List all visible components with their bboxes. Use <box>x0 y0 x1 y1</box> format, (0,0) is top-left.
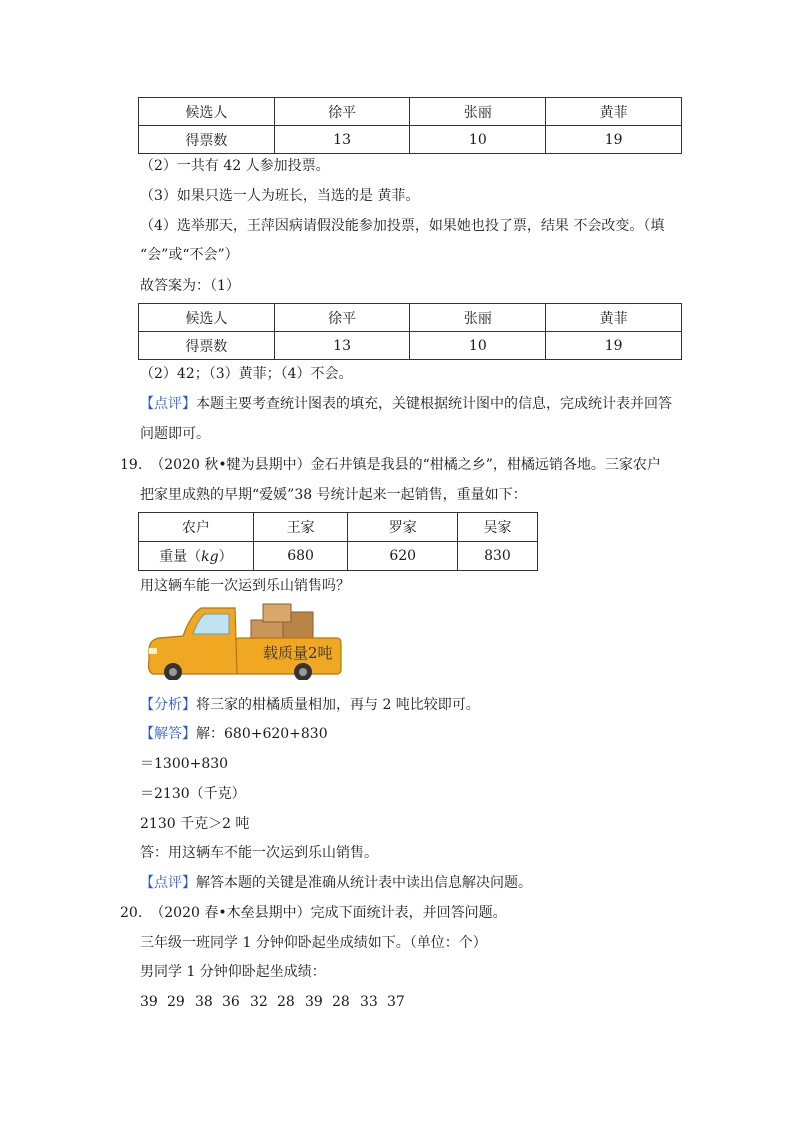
table-cell: 19 <box>546 126 682 154</box>
table-cell: 候选人 <box>139 98 275 126</box>
headlight <box>149 648 157 654</box>
question-20-line <box>120 903 507 923</box>
answer-rest: （2）42；（3）黄菲；（4）不会。 <box>140 366 353 382</box>
answer-line-3: （3）如果只选一人为班长，当选的是 黄菲。 <box>140 188 420 204</box>
row-label: 重量（ <box>159 549 202 565</box>
solution-text: 解：680+620+830 <box>196 726 328 742</box>
score-value: 28 <box>332 994 350 1010</box>
solution-step-2: ＝2130（千克） <box>140 786 246 802</box>
score-value: 36 <box>222 994 240 1010</box>
question-20-info: 三年级一班同学 1 分钟仰卧起坐成绩如下。（单位：个） <box>140 935 487 951</box>
table-cell: 王家 <box>253 513 348 542</box>
answer-line-4b: “会”或“不会”） <box>140 247 239 263</box>
table-cell: 徐平 <box>274 98 410 126</box>
comment-tag: 【点评】 <box>140 875 196 891</box>
score-value: 38 <box>195 994 213 1010</box>
table-row <box>139 304 682 332</box>
table-cell: 张丽 <box>410 304 546 332</box>
table-cell: 吴家 <box>457 513 537 542</box>
comment-tag: 【点评】 <box>140 396 196 412</box>
table-cell: 13 <box>274 126 410 154</box>
answer-intro: 故答案为：（1） <box>140 278 240 294</box>
table-cell: 农户 <box>139 513 254 542</box>
comment-text: 本题主要考查统计图表的填充，关键根据统计图中的信息，完成统计表并回答 <box>196 396 672 412</box>
table-row <box>139 126 682 154</box>
analysis-text: 将三家的柑橘质量相加，再与 2 吨比较即可。 <box>196 697 480 713</box>
question-19-line-b: 把家里成熟的早期“爱媛”38 号统计起来一起销售，重量如下： <box>140 487 527 503</box>
truck-capacity-label: 载质量2吨 <box>263 644 333 662</box>
wheel-hub <box>169 668 177 676</box>
comment-1-line-a <box>140 394 672 414</box>
table-row <box>139 332 682 360</box>
answer-line-4a: （4）选举那天，王萍因病请假没能参加投票，如果她也投了票，结果 不会改变。（填 <box>140 218 665 234</box>
score-value: 28 <box>277 994 295 1010</box>
solution-line <box>140 724 328 744</box>
answer-line-2: （2）一共有 42 人参加投票。 <box>140 158 330 174</box>
question-19-line-a <box>120 455 661 475</box>
comment-1-line-b: 问题即可。 <box>140 426 210 442</box>
table-cell: 680 <box>253 542 348 571</box>
score-value: 37 <box>387 994 405 1010</box>
table-cell: 黄菲 <box>546 304 682 332</box>
table-cell: 黄菲 <box>546 98 682 126</box>
score-list <box>140 992 415 1012</box>
truck-question: 用这辆车能一次运到乐山销售吗？ <box>140 578 350 594</box>
table-cell: 10 <box>410 126 546 154</box>
table-row <box>139 542 538 571</box>
table-cell: 罗家 <box>348 513 457 542</box>
score-value: 39 <box>140 994 158 1010</box>
table-row <box>139 513 538 542</box>
table-cell: 候选人 <box>139 304 275 332</box>
vote-table-2 <box>138 303 682 360</box>
solution-step-3: 2130 千克＞2 吨 <box>140 816 250 832</box>
table-cell: 13 <box>274 332 410 360</box>
vote-table-1 <box>138 97 682 154</box>
wheel-hub <box>299 668 307 676</box>
table-cell: 得票数 <box>139 332 275 360</box>
score-value: 29 <box>167 994 185 1010</box>
table-cell: 张丽 <box>410 98 546 126</box>
analysis-line <box>140 695 480 715</box>
question-20-subtitle: 男同学 1 分钟仰卧起坐成绩： <box>140 964 326 980</box>
truck-illustration <box>143 600 343 680</box>
cargo-box <box>251 620 287 640</box>
score-value: 33 <box>360 994 378 1010</box>
table-cell: 620 <box>348 542 457 571</box>
table-cell <box>139 542 254 571</box>
score-value: 39 <box>305 994 323 1010</box>
table-cell: 10 <box>410 332 546 360</box>
solution-tag: 【解答】 <box>140 726 196 742</box>
row-label-close: ） <box>218 549 233 565</box>
final-answer: 答：用这辆车不能一次运到乐山销售。 <box>140 845 378 861</box>
cargo-box <box>263 604 291 622</box>
weight-table <box>138 512 538 571</box>
question-number: 20. <box>120 905 143 921</box>
question-text: （2020 春•木垒县期中）完成下面统计表，并回答问题。 <box>150 905 507 921</box>
table-cell: 徐平 <box>274 304 410 332</box>
table-cell: 得票数 <box>139 126 275 154</box>
comment-text: 解答本题的关键是准确从统计表中读出信息解决问题。 <box>196 875 532 891</box>
score-value: 32 <box>250 994 268 1010</box>
unit-kg: kg <box>201 549 219 565</box>
comment-2-line <box>140 873 532 893</box>
solution-step-1: ＝1300+830 <box>140 756 229 772</box>
question-text: （2020 秋•犍为县期中）金石井镇是我县的“柑橘之乡”，柑橘远销各地。三家农户 <box>150 457 661 473</box>
table-row <box>139 98 682 126</box>
question-number: 19. <box>120 457 143 473</box>
analysis-tag: 【分析】 <box>140 697 196 713</box>
table-cell: 19 <box>546 332 682 360</box>
table-cell: 830 <box>457 542 537 571</box>
